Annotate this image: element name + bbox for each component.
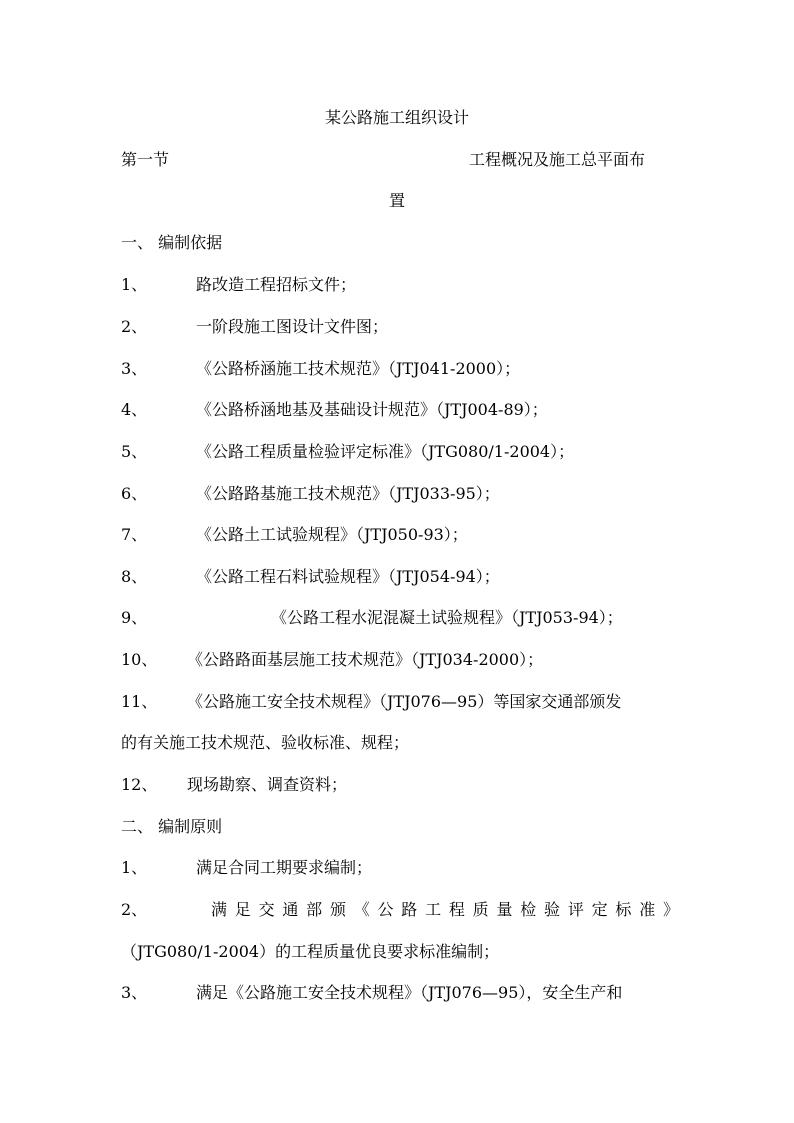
item-number: 1、 [121, 858, 148, 877]
item-text: 《公路工程质量检验评定标准》（JTG080/1-2004）； [196, 442, 575, 461]
list-item [121, 774, 681, 796]
list-item [121, 691, 681, 713]
item-text: 《公路工程水泥混凝土试验规程》（JTJ053-94）； [271, 608, 623, 627]
item-number: 10、 [121, 650, 158, 669]
item-number: 4、 [121, 400, 148, 419]
list-item-continuation: （JTG080/1-2004）的工程质量优良要求标准编制； [121, 942, 500, 961]
part2-heading: 二、 编制原则 [121, 817, 223, 836]
item-number: 2、 [121, 317, 148, 336]
list-item [121, 857, 681, 879]
list-item [121, 649, 681, 671]
item-text: 一阶段施工图设计文件图； [196, 317, 389, 336]
item-number: 9、 [121, 608, 148, 627]
item-text: 满足合同工期要求编制； [196, 858, 373, 877]
item-text: 《公路路基施工技术规范》（JTJ033-95）； [196, 484, 500, 503]
item-text: 《公路桥涵地基及基础设计规范》（JTJ004-89）； [196, 400, 548, 419]
section-heading-text: 工程概况及施工总平面布 [469, 150, 646, 169]
section-heading-continued: 置 [388, 191, 405, 210]
item-text: 现场勘察、调查资料； [187, 775, 348, 794]
item-number: 3、 [121, 983, 148, 1002]
list-item [121, 316, 681, 338]
item-text: 《公路施工安全技术规程》（JTJ076—95）等国家交通部颁发 [187, 692, 622, 711]
list-item [121, 524, 681, 546]
item-text: 满足《公路施工安全技术规程》（JTJ076—95），安全生产和 [196, 983, 623, 1002]
list-item [121, 483, 681, 505]
item-number: 7、 [121, 525, 148, 544]
list-item [121, 899, 681, 921]
list-item-continuation: 的有关施工技术规范、验收标准、规程； [121, 733, 410, 752]
item-number: 1、 [121, 275, 148, 294]
list-item [121, 399, 681, 421]
item-number: 6、 [121, 484, 148, 503]
list-item [121, 358, 681, 380]
item-text: 满足交通部颁《公路工程质量检验评定标准》 [211, 900, 681, 919]
list-item [121, 982, 681, 1004]
item-number: 8、 [121, 567, 148, 586]
list-item [121, 274, 681, 296]
item-number: 12、 [121, 775, 158, 794]
item-text: 路改造工程招标文件； [196, 275, 357, 294]
item-number: 5、 [121, 442, 148, 461]
list-item [121, 607, 681, 629]
list-item [121, 441, 681, 463]
item-text: 《公路路面基层施工技术规范》（JTJ034-2000）； [187, 650, 544, 669]
list-item [121, 566, 681, 588]
item-text: 《公路土工试验规程》（JTJ050-93）； [196, 525, 468, 544]
section-heading [121, 149, 681, 171]
item-text: 《公路工程石料试验规程》（JTJ054-94）； [196, 567, 500, 586]
item-number: 2、 [121, 900, 148, 919]
document-title: 某公路施工组织设计 [324, 108, 469, 127]
item-number: 11、 [121, 692, 158, 711]
item-text: 《公路桥涵施工技术规范》（JTJ041-2000）； [196, 359, 521, 378]
item-number: 3、 [121, 359, 148, 378]
part1-heading: 一、 编制依据 [121, 233, 223, 252]
section-label: 第一节 [121, 150, 170, 169]
